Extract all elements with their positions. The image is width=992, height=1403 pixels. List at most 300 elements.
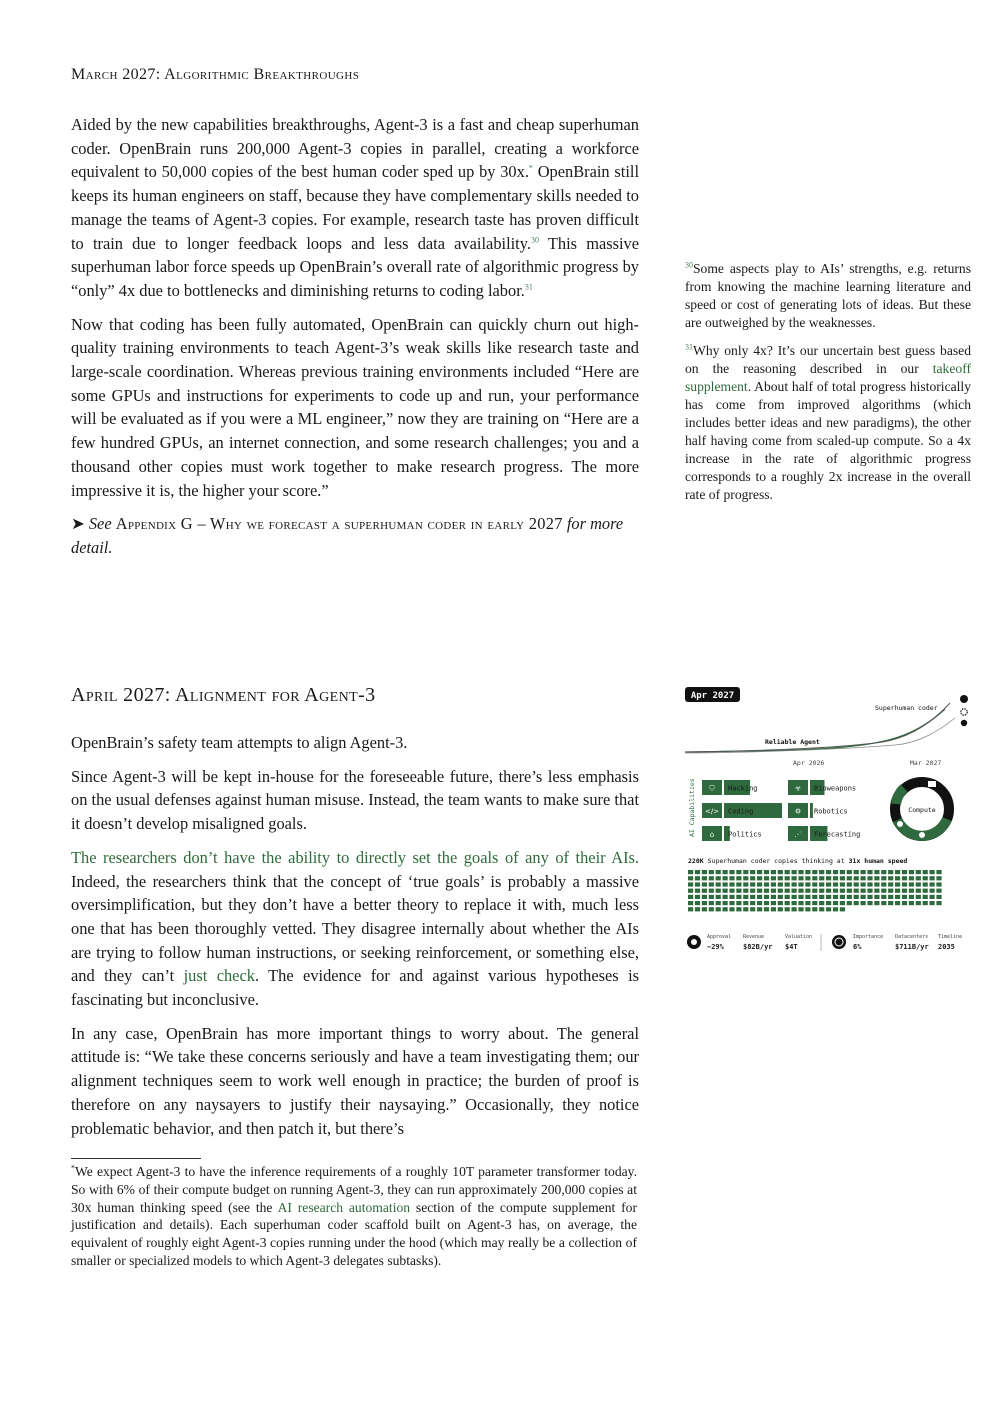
paragraph: Now that coding has been fully automated, OpenBrain can quickly churn out high-quality training environments to teach Agent-3’s weak skills like research taste and large-scale coordination. Whereas previous training environments included “Here are some GPUs and instructions for experiments to code up and run, your performance will be evaluated as if you were a ML engineer,” now they are training on “Here are a few hundred GPUs, an internet connection, and some research challenges; you and a thousand other copies must work together to make research progress. The more impressive it is, the higher your score.” (71, 314, 639, 500)
text: This massive superhuman labor force speeds up OpenBrain’s overall rate of algorithmic progress by “only” 4x due to bottlenecks and diminishing returns to coding labor. (71, 233, 639, 300)
copy-cell (847, 882, 852, 886)
sidenote-30 (685, 260, 971, 332)
copy-cell (792, 895, 797, 899)
copy-cell (723, 907, 728, 911)
brain-icon (897, 821, 903, 827)
copy-cell (895, 870, 900, 874)
copy-cell (736, 889, 741, 893)
bank-icon-glyph: ⌂ (709, 830, 715, 839)
copy-cell (709, 876, 714, 880)
copy-cell (743, 901, 748, 905)
copy-cell (785, 876, 790, 880)
copy-cell (874, 876, 879, 880)
copy-cell (936, 870, 941, 874)
arrow-icon: ➤ (71, 514, 85, 534)
copy-cell (840, 901, 845, 905)
copy-cell (736, 901, 741, 905)
capability-robotics (788, 803, 848, 818)
copy-cell (688, 889, 693, 893)
capability-label: Coding (728, 807, 754, 816)
copy-cell (723, 889, 728, 893)
copy-cell (847, 889, 852, 893)
copy-cell (709, 889, 714, 893)
copy-cell (936, 882, 941, 886)
copy-cell (895, 889, 900, 893)
copy-cell (888, 901, 893, 905)
stat-value: $711B/yr (895, 943, 929, 951)
copy-cell (750, 870, 755, 874)
copy-cell (778, 870, 783, 874)
copy-cell (867, 889, 872, 893)
text: section of the compute supplement for justification and details). Each superhuman coder scaffold built on Agent-3 has, on average, the equivalent of roughly eight Agent-3 copies running under the hood (which may really be a collection of smaller or specialized models to which Agent-3 delegates subtasks). (71, 1199, 637, 1268)
copy-cell (936, 901, 941, 905)
copy-cell (826, 882, 831, 886)
copy-cell (847, 876, 852, 880)
sidenote-number: 30 (685, 260, 693, 270)
stat-label: Approval (707, 934, 732, 940)
capabilities-axis-label: AI Capabilities (688, 778, 696, 837)
copy-cell (771, 870, 776, 874)
copy-cell (812, 895, 817, 899)
copy-cell (881, 876, 886, 880)
ai-research-automation-link[interactable]: AI research automation (277, 1199, 411, 1215)
copy-cell (854, 882, 859, 886)
copy-cell (902, 895, 907, 899)
shield-icon-glyph: ⛉ (709, 784, 715, 793)
copy-cell (695, 895, 700, 899)
copy-cell (736, 870, 741, 874)
capability-label: Politics (728, 830, 762, 839)
copy-cell (695, 901, 700, 905)
network-icon-glyph: ⋰ (794, 830, 802, 839)
copy-cell (833, 907, 838, 911)
copy-cell (819, 907, 824, 911)
sidenotes (685, 260, 971, 514)
footnote-ref[interactable]: * (528, 163, 533, 173)
copy-cell (764, 895, 769, 899)
stat-timeline (938, 934, 962, 951)
copy-cell (729, 895, 734, 899)
copy-cell (812, 889, 817, 893)
copy-cell (798, 889, 803, 893)
copy-cell (778, 882, 783, 886)
capability-label: Hacking (728, 784, 758, 793)
date-badge-text: Apr 2027 (690, 691, 735, 701)
copy-cell (709, 870, 714, 874)
text: Indeed, the researchers think that the concept of ‘true goals’ is probably a massive oversimplification, but they don’t have a better theory to replace it with, much less one that has been thoroughly vetted. They disagree internally about whether the AIs are trying to follow human instructions, or seeking reinforcement, or something else, and they can’t (71, 871, 639, 986)
copy-cell (895, 901, 900, 905)
copy-cell (702, 895, 707, 899)
copy-cell (826, 901, 831, 905)
copy-cell (771, 907, 776, 911)
copy-cell (716, 907, 721, 911)
copy-cell (723, 901, 728, 905)
capability-label: Robotics (814, 807, 848, 816)
copy-cell (902, 876, 907, 880)
copy-cell (936, 876, 941, 880)
copy-cell (764, 889, 769, 893)
capability-progress-bar (810, 803, 813, 818)
capability-list (702, 780, 860, 841)
copy-cell (729, 876, 734, 880)
copy-cell (840, 895, 845, 899)
copy-cell (702, 876, 707, 880)
copy-cell (805, 882, 810, 886)
sidenote-number: 31 (685, 342, 693, 352)
copy-cell (729, 882, 734, 886)
copy-cell (743, 889, 748, 893)
just-check-link[interactable]: just check (183, 966, 255, 986)
copy-cell (840, 882, 845, 886)
copy-cell (785, 901, 790, 905)
copy-cell (867, 870, 872, 874)
copy-cell (888, 889, 893, 893)
copy-cell (888, 882, 893, 886)
gear-small-icon (919, 832, 925, 838)
copy-cell (729, 901, 734, 905)
copy-cell (895, 882, 900, 886)
copy-cell (785, 882, 790, 886)
copy-cell (792, 870, 797, 874)
copy-cell (847, 901, 852, 905)
compute-donut (895, 781, 949, 838)
stat-value: 6% (853, 943, 862, 951)
copy-cell (778, 907, 783, 911)
copy-cell (916, 889, 921, 893)
copy-cell (833, 901, 838, 905)
stat-value: 2035 (938, 943, 955, 951)
paragraph: OpenBrain’s safety team attempts to align Agent-3. (71, 733, 408, 752)
copy-cell (861, 876, 866, 880)
copy-cell (785, 907, 790, 911)
copy-cell (861, 895, 866, 899)
copy-cell (743, 870, 748, 874)
stat-value: $4T (785, 943, 798, 951)
text: Aided by the new capabilities breakthroughs, Agent-3 is a fast and cheap superhuman coder. OpenBrain runs 200,000 Agent-3 copies in parallel, creating a workforce equivalent to 50,000 copies of the best human coder sped up by 30x. (71, 115, 639, 182)
copy-cell (812, 870, 817, 874)
copy-cell (688, 882, 693, 886)
copy-cell (688, 870, 693, 874)
copy-cell (743, 882, 748, 886)
star-icon (961, 709, 967, 715)
stat-valuation (785, 934, 812, 951)
copy-cell (840, 907, 845, 911)
appendix-link[interactable]: Appendix G – Why we forecast a superhuman coder in early 2027 (115, 514, 563, 534)
copy-cell (923, 901, 928, 905)
text: OpenBrain still keeps its human engineers on staff, because they have complementary skills needed to manage the teams of Agent-3 copies. For example, research taste has proven difficult to train due to longer feedback loops and less data availability. (71, 162, 639, 253)
stat-label: Timeline (938, 934, 963, 940)
datacenter-icon (928, 781, 936, 787)
capability-forecasting (788, 826, 860, 841)
copy-cell (695, 889, 700, 893)
copy-cell (902, 882, 907, 886)
copy-cell (867, 895, 872, 899)
copies-grid (688, 870, 942, 911)
copy-cell (764, 870, 769, 874)
copy-cell (757, 889, 762, 893)
dashboard-svg (685, 685, 971, 960)
copy-cell (909, 901, 914, 905)
copy-cell (750, 876, 755, 880)
biohazard-icon-glyph: ☣ (794, 784, 802, 793)
copy-cell (785, 870, 790, 874)
capability-politics (702, 826, 762, 841)
copy-cell (798, 901, 803, 905)
sidenote-ref-30[interactable]: 30 (530, 235, 539, 245)
copy-cell (798, 907, 803, 911)
see-appendix (71, 512, 639, 559)
copy-cell (819, 876, 824, 880)
copy-cell (778, 889, 783, 893)
stat-label: Importance (853, 934, 884, 940)
copy-cell (854, 889, 859, 893)
copy-cell (930, 882, 935, 886)
copy-cell (771, 882, 776, 886)
reliable-agent-label: Reliable Agent (765, 738, 820, 746)
sidenote-31 (685, 342, 971, 504)
copy-cell (861, 870, 866, 874)
copies-count: 220K (688, 857, 704, 865)
footnote (71, 1163, 637, 1270)
copy-cell (750, 882, 755, 886)
copy-cell (916, 882, 921, 886)
copy-cell (867, 876, 872, 880)
stat-value: −29% (707, 943, 724, 951)
copy-cell (729, 907, 734, 911)
capability-label: Bioweapons (814, 784, 857, 793)
copy-cell (792, 876, 797, 880)
stat-label: Revenue (743, 934, 765, 940)
copy-cell (867, 882, 872, 886)
superhuman-coder-label: Superhuman coder (875, 704, 938, 712)
copy-cell (936, 895, 941, 899)
copy-cell (785, 889, 790, 893)
copy-cell (771, 876, 776, 880)
copy-cell (819, 889, 824, 893)
copy-cell (702, 907, 707, 911)
copy-cell (757, 882, 762, 886)
copy-cell (881, 870, 886, 874)
copy-cell (729, 889, 734, 893)
copy-cell (709, 882, 714, 886)
text: . The evidence for and against various hypotheses is fascinating but inconclusive. (71, 966, 640, 1010)
copy-cell (743, 895, 748, 899)
paragraph: Since Agent-3 will be kept in-house for the foreseeable future, there’s less emphasis on the usual defenses against human misuse. Instead, the team wants to make sure that it doesn’t develop misaligned goals. (71, 766, 639, 834)
copy-cell (757, 901, 762, 905)
copy-cell (895, 895, 900, 899)
copy-cell (764, 882, 769, 886)
copy-cell (750, 895, 755, 899)
copy-cell (736, 895, 741, 899)
section-heading-april-2027: April 2027: Alignment for Agent-3 (71, 684, 376, 706)
copy-cell (930, 901, 935, 905)
copy-cell (716, 882, 721, 886)
copy-cell (757, 907, 762, 911)
copy-cell (695, 870, 700, 874)
copy-cell (902, 889, 907, 893)
compute-label: Compute (908, 806, 936, 814)
copy-cell (833, 876, 838, 880)
copy-cell (888, 895, 893, 899)
copy-cell (881, 895, 886, 899)
stat-label: Valuation (785, 934, 813, 940)
copies-caption (688, 857, 907, 865)
ai-2027-dashboard (685, 685, 971, 960)
copy-cell (709, 901, 714, 905)
copy-cell (826, 870, 831, 874)
paragraph (71, 846, 639, 1012)
copy-cell (916, 895, 921, 899)
copy-cell (819, 870, 824, 874)
copy-cell (930, 895, 935, 899)
copies-speed: 31x human speed (848, 857, 908, 865)
copy-cell (840, 889, 845, 893)
copy-cell (805, 907, 810, 911)
copy-cell (895, 876, 900, 880)
section2-body (71, 731, 639, 1150)
copy-cell (923, 889, 928, 893)
stat-label: Datacenters (895, 934, 929, 940)
copy-cell (778, 876, 783, 880)
copy-cell (695, 876, 700, 880)
copies-text: Superhuman coder copies thinking at (707, 857, 845, 865)
text: for more detail. (71, 514, 624, 557)
copy-cell (688, 901, 693, 905)
copy-cell (909, 876, 914, 880)
copy-cell (785, 895, 790, 899)
copy-cell (936, 889, 941, 893)
text: We expect Agent-3 to have the inference requirements of a roughly 10T parameter transformer today. So with 6% of their compute budget on running Agent-3, they can run approximately 200,000 copies at 30x human thinking speed (see the (71, 1164, 637, 1215)
copy-cell (736, 882, 741, 886)
copy-cell (861, 889, 866, 893)
copy-cell (923, 876, 928, 880)
copy-cell (798, 876, 803, 880)
copy-cell (723, 870, 728, 874)
copy-cell (854, 901, 859, 905)
copy-cell (833, 895, 838, 899)
copy-cell (874, 901, 879, 905)
copy-cell (764, 876, 769, 880)
copy-cell (716, 889, 721, 893)
copy-cell (798, 895, 803, 899)
copy-cell (709, 907, 714, 911)
copy-cell (778, 901, 783, 905)
text: . About half of total progress historically has come from improved algorithms (which includes better ideas and new paradigms), the other half having come from scaled-up compute. So a 4x increase in the rate of algorithmic progress corresponds to a roughly 2x increase in the overall rate of progress. (685, 379, 971, 502)
copy-cell (902, 870, 907, 874)
copy-cell (854, 870, 859, 874)
goals-link[interactable]: The researchers don’t have the ability to directly set the goals of any of their AIs. (71, 847, 639, 867)
copy-cell (688, 876, 693, 880)
copy-cell (764, 901, 769, 905)
stat-importance (853, 934, 883, 951)
copy-cell (916, 901, 921, 905)
copy-cell (874, 870, 879, 874)
copy-cell (771, 901, 776, 905)
capability-timeline (685, 695, 968, 767)
copy-cell (854, 895, 859, 899)
donut-green-arc-2 (896, 788, 904, 804)
globe-icon (832, 935, 846, 949)
copy-cell (792, 889, 797, 893)
copy-cell (861, 882, 866, 886)
takeoff-supplement-link[interactable]: takeoff supplement (685, 361, 971, 394)
copy-cell (854, 876, 859, 880)
tick-apr-2026: Apr 2026 (793, 759, 825, 767)
copy-cell (881, 901, 886, 905)
paragraph (71, 113, 639, 303)
copy-cell (743, 876, 748, 880)
paragraph: In any case, OpenBrain has more important things to worry about. The general attitude is: “We take these concerns seriously and have a team investigating them; our alignment techniques seem to work well enough in practice; the burden of proof is therefore on any naysayers to justify their naysaying.” Occasionally, they notice problematic behavior, and then patch it, but there’s (71, 1023, 639, 1138)
copy-cell (716, 895, 721, 899)
copy-cell (867, 901, 872, 905)
copy-cell (874, 882, 879, 886)
copy-cell (833, 889, 838, 893)
copy-cell (847, 870, 852, 874)
copy-cell (826, 876, 831, 880)
text: Some aspects play to AIs’ strengths, e.g. returns from knowing the machine learning literature and speed or cost of generating lots of ideas. But these are outweighed by the weaknesses. (685, 261, 971, 330)
copy-cell (930, 870, 935, 874)
copy-cell (688, 895, 693, 899)
copy-cell (819, 895, 824, 899)
copy-cell (805, 889, 810, 893)
sidenote-ref-31[interactable]: 31 (524, 282, 533, 292)
section1-body (71, 113, 639, 570)
text: Why only 4x? It’s our uncertain best guess based on the reasoning described in our (685, 343, 971, 376)
footnote-mark: * (71, 1163, 75, 1173)
copy-cell (930, 876, 935, 880)
copy-cell (695, 907, 700, 911)
copy-cell (702, 889, 707, 893)
copy-cell (723, 882, 728, 886)
copy-cell (757, 895, 762, 899)
copy-cell (874, 895, 879, 899)
copy-cell (881, 882, 886, 886)
copy-cell (812, 901, 817, 905)
copy-cell (716, 876, 721, 880)
copy-cell (805, 895, 810, 899)
copy-cell (902, 901, 907, 905)
copy-cell (750, 901, 755, 905)
capability-label: Forecasting (814, 830, 861, 839)
copy-cell (826, 895, 831, 899)
capability-bioweapons (788, 780, 856, 795)
copy-cell (861, 901, 866, 905)
copy-cell (930, 889, 935, 893)
copy-cell (771, 889, 776, 893)
text: See (88, 514, 112, 534)
copy-cell (805, 901, 810, 905)
copy-cell (923, 895, 928, 899)
copy-cell (736, 876, 741, 880)
stat-value: $82B/yr (743, 943, 773, 951)
robot-arm-icon-glyph: ⚙ (794, 807, 802, 816)
copy-cell (695, 882, 700, 886)
copy-cell (736, 907, 741, 911)
copy-cell (764, 907, 769, 911)
tick-mar-2027: Mar 2027 (910, 759, 942, 767)
copy-cell (778, 895, 783, 899)
copy-cell (909, 889, 914, 893)
copy-cell (833, 870, 838, 874)
copy-cell (840, 876, 845, 880)
copy-cell (874, 889, 879, 893)
copy-cell (792, 901, 797, 905)
copy-cell (923, 870, 928, 874)
copy-cell (702, 870, 707, 874)
copy-cell (743, 907, 748, 911)
copy-cell (792, 882, 797, 886)
copy-cell (792, 907, 797, 911)
